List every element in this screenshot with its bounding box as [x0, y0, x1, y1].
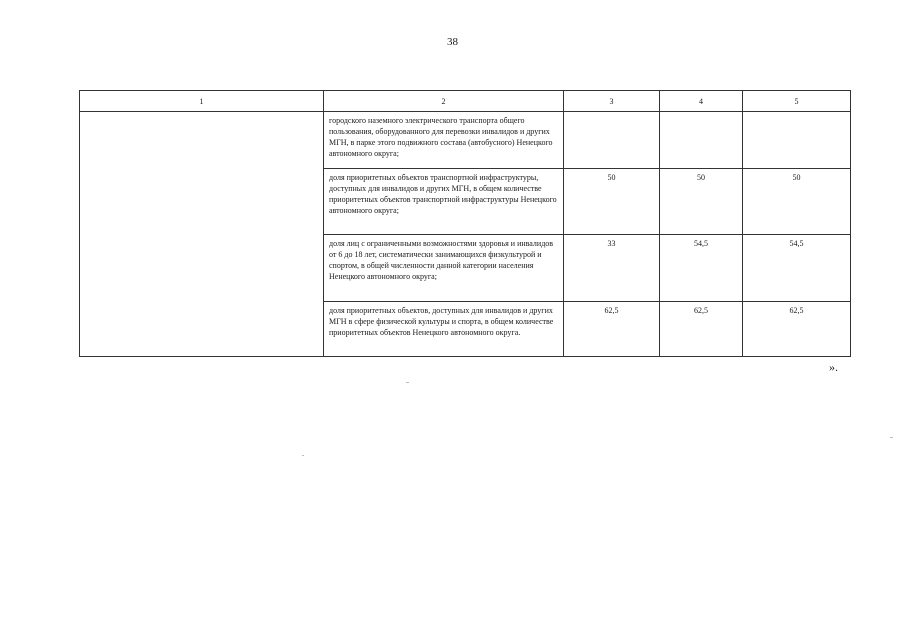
row-value-col-5: 54,5 [743, 235, 851, 302]
table-header-row [80, 91, 851, 112]
page-number: 38 [447, 36, 458, 48]
indicators-table [79, 90, 851, 357]
scan-artifact [406, 382, 409, 383]
row-description: доля приоритетных объектов, доступных для инвалидов и других МГН в сфере физической культуры и спорта, в общем количестве приоритетных объектов Ненецкого автономного округа. [324, 302, 564, 357]
header-col-3: 3 [564, 91, 660, 112]
table-row [80, 112, 851, 169]
scan-artifact [890, 437, 893, 438]
row-value-col-4: 62,5 [660, 302, 743, 357]
header-col-5: 5 [743, 91, 851, 112]
row-value-col-4: 50 [660, 169, 743, 235]
header-col-4: 4 [660, 91, 743, 112]
header-col-1: 1 [80, 91, 324, 112]
table-body [80, 112, 851, 357]
row-description: доля лиц с ограниченными возможностями здоровья и инвалидов от 6 до 18 лет, систематически занимающихся физкультурой и спортом, в общей численности данной категории населения Ненецкого автономного округа; [324, 235, 564, 302]
row-value-col-4: 54,5 [660, 235, 743, 302]
closing-quote-mark: ». [829, 360, 838, 374]
header-col-2: 2 [324, 91, 564, 112]
row-value-col-4 [660, 112, 743, 169]
row-value-col-3 [564, 112, 660, 169]
row-value-col-5: 62,5 [743, 302, 851, 357]
row-description: доля приоритетных объектов транспортной инфраструктуры, доступных для инвалидов и других МГН, в общем количестве приоритетных объектов транспортной инфраструктуры Ненецкого автономного округа; [324, 169, 564, 235]
row-value-col-5 [743, 112, 851, 169]
row-value-col-3: 50 [564, 169, 660, 235]
scan-artifact [302, 455, 304, 456]
row-value-col-5: 50 [743, 169, 851, 235]
row-value-col-3: 33 [564, 235, 660, 302]
row-description: городского наземного электрического транспорта общего пользования, оборудованного для перевозки инвалидов и других МГН, в парке этого подвижного состава (автобусного) Ненецкого автономного округа; [324, 112, 564, 169]
merged-first-column-cell [80, 112, 324, 357]
row-value-col-3: 62,5 [564, 302, 660, 357]
table-header [80, 91, 851, 112]
